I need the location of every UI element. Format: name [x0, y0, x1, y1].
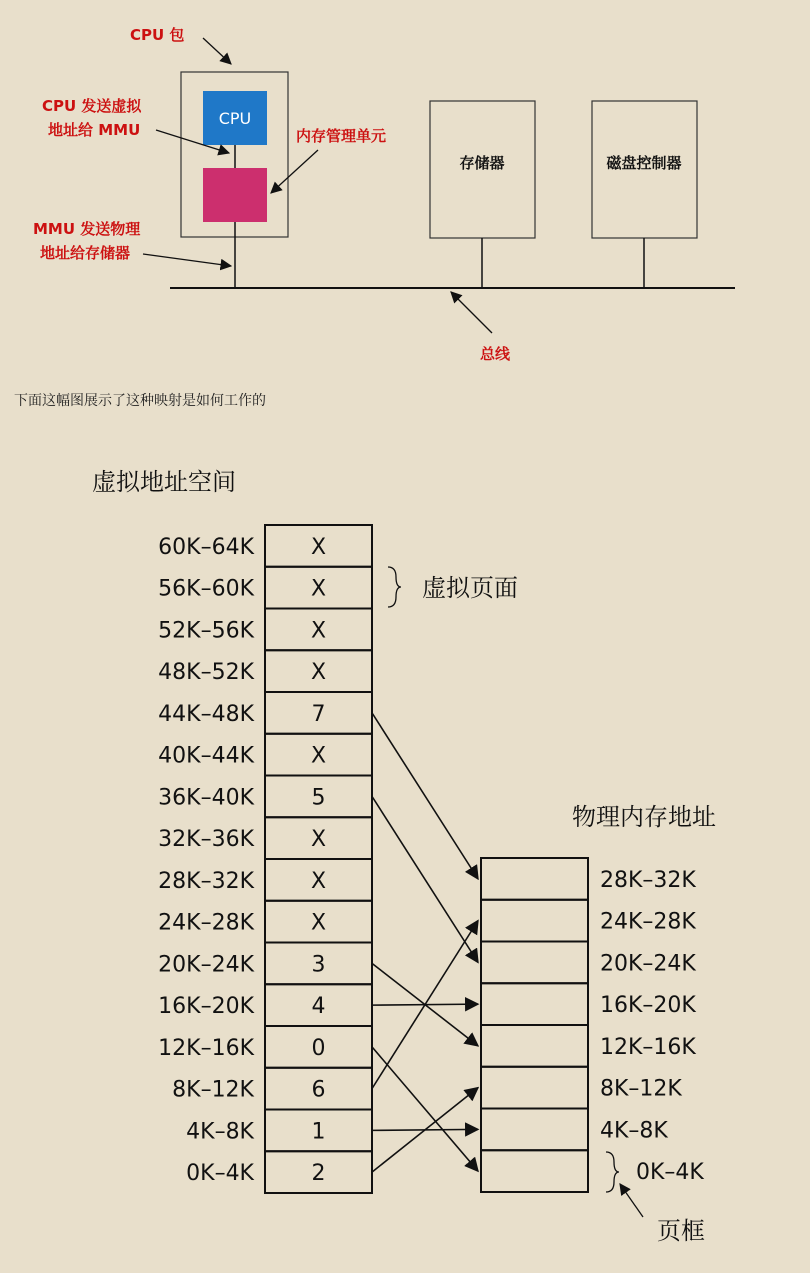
virtual-page-range: 32K–36K [158, 827, 254, 853]
mmu-arrow [271, 150, 318, 193]
memory-label: 存储器 [459, 154, 505, 172]
mmu-send-physical-label-1: MMU 发送物理 [33, 220, 141, 238]
mmu-label: 内存管理单元 [296, 127, 387, 145]
virtual-page-range: 20K–24K [158, 952, 254, 978]
virtual-page-frame-number: X [310, 827, 327, 853]
physical-frame-cell [481, 942, 588, 984]
cpu-package-arrow [203, 38, 231, 64]
virtual-page-range: 8K–12K [172, 1077, 254, 1103]
physical-frame-range: 12K–16K [600, 1034, 696, 1060]
virtual-page-range: 24K–28K [158, 910, 254, 936]
virtual-page-range: 36K–40K [158, 785, 254, 811]
physical-frame-cell [481, 858, 588, 900]
virtual-page-range: 0K–4K [186, 1161, 254, 1187]
virtual-page-frame-number: 3 [311, 952, 326, 978]
mmu-block [203, 168, 267, 222]
physical-frame-range: 4K–8K [600, 1118, 668, 1144]
virtual-address-space-title: 虚拟地址空间 [92, 468, 236, 496]
physical-frame-table [481, 858, 704, 1192]
cpu-label: CPU [218, 109, 252, 128]
cpu-send-virtual-label-2: 地址给 MMU [48, 121, 141, 139]
mmu-send-physical-label-2: 地址给存储器 [40, 244, 131, 262]
virtual-page-range: 12K–16K [158, 1035, 254, 1061]
mmu-send-physical-arrow [143, 254, 231, 266]
physical-frame-cell [481, 1150, 588, 1192]
physical-frame-range: 0K–4K [636, 1160, 704, 1186]
virtual-page-frame-number: 1 [311, 1119, 326, 1145]
virtual-page-frame-number: 0 [311, 1035, 326, 1061]
virtual-page-range: 40K–44K [158, 743, 254, 769]
cpu-send-virtual-label-1: CPU 发送虚拟 [42, 97, 142, 115]
virtual-page-range: 60K–64K [158, 534, 254, 560]
virtual-page-range: 28K–32K [158, 868, 254, 894]
bus-arrow [451, 292, 492, 333]
virtual-page-range: 4K–8K [186, 1119, 254, 1145]
virtual-page-frame-number: X [310, 576, 327, 602]
virtual-page-frame-number: X [310, 910, 327, 936]
mapping-arrows [372, 713, 478, 1172]
physical-frame-cell [481, 983, 588, 1025]
page-frame-arrow [620, 1184, 643, 1217]
cpu-package-label: CPU 包 [130, 26, 185, 44]
physical-frame-cell [481, 1025, 588, 1067]
virtual-page-range: 52K–56K [158, 618, 254, 644]
physical-frame-range: 8K–12K [600, 1076, 682, 1102]
virtual-page-frame-number: X [310, 868, 327, 894]
virtual-page-range: 16K–20K [158, 994, 254, 1020]
physical-frame-cell [481, 900, 588, 942]
disk-controller-label: 磁盘控制器 [606, 154, 682, 172]
page-frame-brace [606, 1152, 619, 1192]
virtual-page-frame-number: X [310, 618, 327, 644]
virtual-page-frame-number: 7 [311, 701, 326, 727]
virtual-page-frame-number: 4 [311, 994, 326, 1020]
bus-label: 总线 [480, 345, 511, 363]
virtual-page-range: 44K–48K [158, 701, 254, 727]
mapping-arrow [372, 1047, 478, 1171]
physical-frame-cell [481, 1109, 588, 1151]
virtual-page-frame-number: X [310, 743, 327, 769]
mapping-arrow [372, 796, 478, 962]
mapping-diagram [92, 468, 716, 1245]
physical-frame-range: 16K–20K [600, 993, 696, 1019]
virtual-page-frame-number: X [310, 660, 327, 686]
virtual-page-range: 56K–60K [158, 576, 254, 602]
virtual-page-range: 48K–52K [158, 660, 254, 686]
virtual-page-frame-number: 2 [311, 1161, 326, 1187]
physical-frame-range: 24K–28K [600, 909, 696, 935]
virtual-page-frame-number: 5 [311, 785, 326, 811]
virtual-page-label: 虚拟页面 [422, 574, 518, 602]
architecture-diagram [33, 26, 735, 363]
physical-memory-title: 物理内存地址 [572, 803, 716, 831]
physical-frame-range: 28K–32K [600, 867, 696, 893]
mapping-arrow [372, 713, 478, 879]
caption-text: 下面这幅图展示了这种映射是如何工作的 [14, 393, 266, 409]
page-frame-label: 页框 [657, 1217, 705, 1245]
virtual-page-brace [388, 567, 401, 607]
virtual-page-table [158, 525, 372, 1193]
virtual-page-frame-number: 6 [311, 1077, 326, 1103]
physical-frame-cell [481, 1067, 588, 1109]
virtual-page-frame-number: X [310, 534, 327, 560]
physical-frame-range: 20K–24K [600, 951, 696, 977]
